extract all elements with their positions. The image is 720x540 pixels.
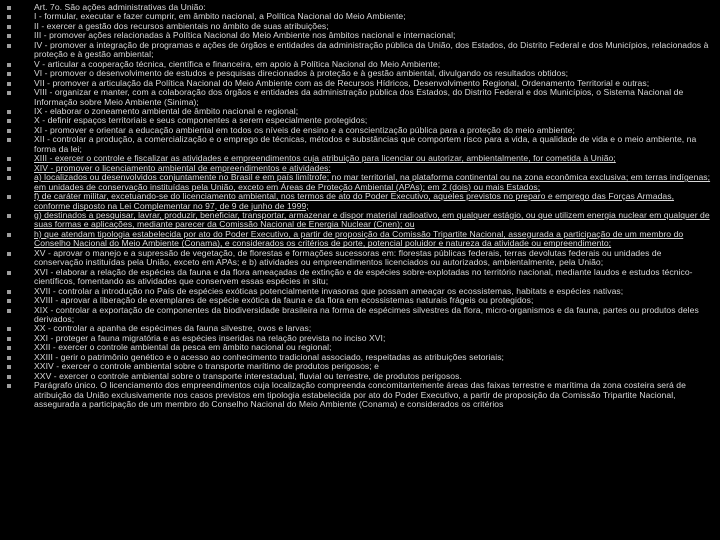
list-item-text: VI - promover o desenvolvimento de estudos e pesquisas direcionados à proteção e à gestão ambiental, divulgando os resultados obtidos; <box>34 68 569 79</box>
list-item-text: XII - controlar a produção, a comercialização e o emprego de técnicas, métodos e substâncias que comportem risco para a vida, a qualidade de vida e o meio ambiente, na forma da lei; <box>34 134 697 154</box>
list-item <box>0 135 720 154</box>
list-item-text: XX - controlar a apanha de espécimes da fauna silvestre, ovos e larvas; <box>34 323 312 334</box>
list-item-text: g) destinados a pesquisar, lavrar, produzir, beneficiar, transportar, armazenar e dispor material radioativo, em qualquer estágio, ou que utilizem energia nuclear em qualquer de suas formas e aplicações, mediante parecer da Comissão Nacional de Energia Nuclear (Cnen); ou <box>34 209 710 230</box>
list-item-text: XVII - controlar a introdução no País de espécies exóticas potencialmente invasoras que possam ameaçar os ecossistemas, habitats e espécies nativas; <box>34 285 624 296</box>
bullet-icon <box>7 290 11 294</box>
bullet-icon <box>7 110 11 114</box>
bullet-icon <box>7 384 11 388</box>
list-item-text: V - articular a cooperação técnica, científica e financeira, em apoio à Política Nacional do Meio Ambiente; <box>34 58 441 69</box>
list-item <box>0 381 720 409</box>
list-item-text: XIX - controlar a exportação de componentes da biodiversidade brasileira na forma de espécimes silvestres da flora, micro-organismos e da fauna, partes ou produtos deles derivados; <box>34 304 699 324</box>
bullet-icon <box>7 375 11 379</box>
bullet-icon <box>7 176 11 180</box>
bullet-icon <box>7 337 11 341</box>
bullet-icon <box>7 252 11 256</box>
list-item <box>0 306 720 325</box>
bullet-icon <box>7 233 11 237</box>
list-item-text: XV - aprovar o manejo e a supressão de vegetação, de florestas e formações sucessoras em: florestas públicas federais, terras devolutas federais ou unidades de conservação instituídas pela União, exceto em APAs; e b) atividades ou empreendimentos licenciados ou autorizados, ambientalmente, pela União; <box>34 247 662 268</box>
list-item <box>0 249 720 268</box>
bullet-icon <box>7 34 11 38</box>
list-item <box>0 173 720 192</box>
list-item-text: XXIII - gerir o patrimônio genético e o acesso ao conhecimento tradicional associado, respeitadas as atribuições setoriais; <box>34 351 504 362</box>
list-item-text: I - formular, executar e fazer cumprir, em âmbito nacional, a Política Nacional do Meio Ambiente; <box>34 11 406 22</box>
bullet-icon <box>7 91 11 95</box>
list-item-text: XVIII - aprovar a liberação de exemplares de espécie exótica da fauna e da flora em ecossistemas naturais frágeis ou protegidos; <box>34 295 534 306</box>
list-item-text: a) localizados ou desenvolvidos conjuntamente no Brasil e em país limítrofe; no mar territorial, na plataforma continental ou na zona econômica exclusiva; em terras indígenas; em unidades de conservação instituídas pela União, exceto em Áreas de Proteção Ambiental (APAs); em 2 (dois) ou mais Estados; <box>34 172 711 192</box>
bullet-icon <box>7 138 11 142</box>
bullet-icon <box>7 63 11 67</box>
list-item-text: II - exercer a gestão dos recursos ambientais no âmbito de suas atribuições; <box>34 20 329 31</box>
list-item-text: X - definir espaços territoriais e seus componentes a serem especialmente protegidos; <box>34 115 368 126</box>
list-item <box>0 268 720 287</box>
bullet-icon <box>7 157 11 161</box>
bullet-icon <box>7 6 11 10</box>
list-item-text: XXIV - exercer o controle ambiental sobre o transporte marítimo de produtos perigosos; e <box>34 361 379 372</box>
list-item-text: XIV - promover o licenciamento ambiental de empreendimentos e atividades: <box>34 162 331 173</box>
bullet-icon <box>7 82 11 86</box>
list-item-text: VIII - organizar e manter, com a colaboração dos órgãos e entidades da administração pública dos Estados, do Distrito Federal e dos Municípios, o Sistema Nacional de Informação sobre Meio Ambiente (Sinima); <box>34 87 684 107</box>
list-item-text: XIII - exercer o controle e fiscalizar as atividades e empreendimentos cuja atribuição para licenciar ou autorizar, ambientalmente, for cometida à União; <box>34 153 616 164</box>
bullet-icon <box>7 346 11 350</box>
bullet-icon <box>7 214 11 218</box>
bullet-icon <box>7 129 11 133</box>
list-item <box>0 192 720 211</box>
list-item-text: XI - promover e orientar a educação ambiental em todos os níveis de ensino e a conscientização pública para a proteção do meio ambiente; <box>34 124 575 135</box>
list-item-text: XXV - exercer o controle ambiental sobre o transporte interestadual, fluvial ou terrestre, de produtos perigosos. <box>34 370 462 381</box>
list-item-text: Parágrafo único. O licenciamento dos empreendimentos cuja localização compreenda concomitantemente áreas das faixas terrestre e marítima da zona costeira será de atribuição da União exclusivamente nos casos previstos em tipologia estabelecida por ato do Poder Executivo, a partir de proposição da Comissão Tripartite Nacional, assegurada a participação de um membro do Conselho Nacional do Meio Ambiente (Conama) e considerados os critérios <box>34 380 686 410</box>
list-item-text: IV - promover a integração de programas e ações de órgãos e entidades da administração pública da União, dos Estados, do Distrito Federal e dos Municípios, relacionados à proteção e à gestão ambiental; <box>34 39 709 60</box>
list-item <box>0 88 720 107</box>
bullet-icon <box>7 119 11 123</box>
list-item-text: h) que atendam tipologia estabelecida por ato do Poder Executivo, a partir de proposição da Comissão Tripartite Nacional, assegurada a participação de um membro do Conselho Nacional do Meio Ambiente (Conama), e considerados os critérios de porte, potencial poluidor e natureza da atividade ou empreendimento; <box>34 228 684 249</box>
list-item-text: VII - promover a articulação da Política Nacional do Meio Ambiente com as de Recursos Hídricos, Desenvolvimento Regional, Ordenamento Territorial e outras; <box>34 77 650 88</box>
list-item <box>0 211 720 230</box>
list-item-text: XVI - elaborar a relação de espécies da fauna e da flora ameaçadas de extinção e de espécies sobre-explotadas no território nacional, mediante laudos e estudos técnico-científicos, fomentando as atividades que conservem essas espécies in situ; <box>34 266 693 287</box>
list-item-text: IX - elaborar o zoneamento ambiental de âmbito nacional e regional; <box>34 105 299 116</box>
bullet-icon <box>7 15 11 19</box>
bullet-icon <box>7 25 11 29</box>
list-item <box>0 41 720 60</box>
bullet-icon <box>7 299 11 303</box>
bullet-icon <box>7 195 11 199</box>
bullet-icon <box>7 271 11 275</box>
bullet-icon <box>7 309 11 313</box>
bullet-icon <box>7 365 11 369</box>
bullet-icon <box>7 167 11 171</box>
list-item-text: XXII - exercer o controle ambiental da pesca em âmbito nacional ou regional; <box>34 342 332 353</box>
list-item <box>0 230 720 249</box>
list-item-text: III - promover ações relacionadas à Política Nacional do Meio Ambiente nos âmbitos nacional e internacional; <box>34 30 456 41</box>
bullet-icon <box>7 44 11 48</box>
list-item-text: f) de caráter militar, excetuando-se do licenciamento ambiental, nos termos de ato do Poder Executivo, aqueles previstos no preparo e emprego das Forças Armadas, conforme disposto na Lei Complementar no 97, de 9 de junho de 1999; <box>34 191 675 211</box>
list-item-text: XXI - proteger a fauna migratória e as espécies inseridas na relação prevista no inciso XVI; <box>34 332 386 343</box>
bullet-icon <box>7 72 11 76</box>
bullet-icon <box>7 327 11 331</box>
bullet-icon <box>7 356 11 360</box>
list-item-text: Art. 7o. São ações administrativas da União: <box>34 2 206 12</box>
